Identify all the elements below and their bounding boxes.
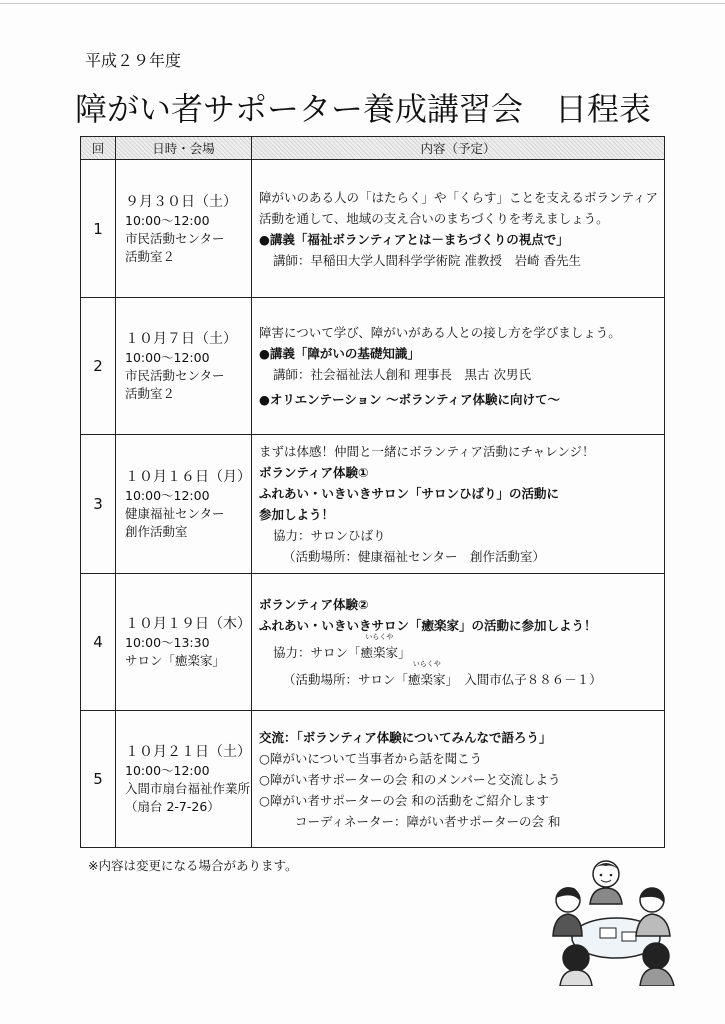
ruby-name: いらくや 癒楽家	[360, 633, 399, 660]
session-date: １０月１９日（木）	[125, 616, 251, 632]
table-row	[81, 574, 665, 711]
session-content	[252, 435, 665, 574]
session-room: 創作活動室	[125, 524, 188, 539]
exchange-item: ○障がいについて当事者から話を聞こう	[259, 750, 483, 766]
session-date-venue	[116, 298, 252, 435]
lecture-title: ●講義「福祉ボランティアとは－まちづくりの視点で」	[259, 231, 569, 247]
ruby-name: いらくや 癒楽家	[408, 660, 446, 687]
top-rule	[0, 3, 725, 4]
session-description: まずは体感！仲間と一緒にボランティア活動にチャレンジ！	[259, 444, 595, 459]
session-time: 10:00～12:00	[125, 763, 210, 778]
session-address: （扇台 2-7-26）	[125, 799, 220, 814]
session-description: 障がいのある人の「はたらく」や「くらす」ことを支えるボランティア活動を通して、地域の支え合いのまちづくりを考えましょう。	[259, 189, 659, 226]
coordinator: コーディネーター：障がい者サポーターの会 和	[295, 813, 561, 829]
session-time: 10:00～13:30	[125, 635, 210, 650]
session-room: 活動室２	[125, 386, 176, 401]
session-time: 10:00～12:00	[125, 212, 210, 228]
schedule-table	[80, 136, 665, 848]
cooperation: 協力：サロンひばり	[273, 528, 386, 543]
lecturer: 講師：社会福祉法人創和 理事長 黒古 次男氏	[273, 367, 531, 382]
session-date-venue	[116, 160, 252, 298]
people-illustration	[548, 856, 678, 986]
session-date: ９月３０日（土）	[125, 193, 237, 210]
change-notice: ※内容は変更になる場合があります。	[88, 858, 298, 873]
session-venue: 健康福祉センター	[125, 506, 225, 521]
activity-line: ふれあい・いきいきサロン「癒楽家」の活動に参加しよう！	[259, 618, 597, 633]
session-venue: 市民活動センター	[125, 230, 225, 246]
volunteer-experience-title: ボランティア体験②	[259, 597, 369, 612]
session-content	[252, 160, 665, 298]
lecturer: 講師：早稲田大学人間科学学術院 准教授 岩崎 香先生	[273, 252, 581, 268]
session-date-venue	[116, 435, 252, 574]
exchange-item: ○障がい者サポーターの会 和のメンバーと交流しよう	[259, 771, 561, 787]
table-row	[81, 298, 665, 435]
session-venue: 入間市扇台福祉作業所	[125, 781, 251, 796]
session-time: 10:00～12:00	[125, 350, 210, 365]
fiscal-year: 平成２９年度	[85, 51, 182, 70]
session-date: １０月２１日（土）	[125, 744, 251, 760]
session-date-venue	[116, 574, 252, 711]
session-content	[252, 298, 665, 435]
session-time: 10:00～12:00	[125, 488, 210, 503]
session-number: 1	[81, 160, 116, 298]
lecture-title: ●講義「障がいの基礎知識」	[259, 346, 420, 361]
activity-line-1: ふれあい・いきいきサロン「サロンひばり」の活動に	[259, 486, 560, 501]
activity-location: （活動場所：サロン「 いらくや 癒楽家」 入間市仏子８８６－１）	[259, 669, 658, 690]
session-number: 4	[81, 574, 116, 711]
table-row	[81, 435, 665, 574]
orientation: ●オリエンテーション ～ボランティア体験に向けて～	[259, 392, 561, 407]
cooperation: 協力：サロン「 いらくや 癒楽家」	[259, 642, 658, 663]
header-date-venue: 日時・会場	[116, 137, 252, 160]
session-number: 2	[81, 298, 116, 435]
header-content: 内容（予定）	[252, 137, 665, 160]
ruby-reading: いらくや	[412, 660, 441, 668]
session-room: 活動室２	[125, 248, 176, 264]
activity-location: （活動場所：健康福祉センター 創作活動室）	[283, 549, 546, 564]
session-description: 障害について学び、障がいがある人との接し方を学びましょう。	[259, 325, 621, 340]
header-session: 回	[81, 137, 116, 160]
session-venue: サロン「癒楽家」	[125, 653, 226, 668]
session-date: １０月１６日（月）	[125, 469, 251, 485]
session-date: １０月７日（土）	[125, 331, 237, 347]
activity-line-2: 参加しよう！	[259, 507, 335, 522]
ruby-reading: いらくや	[365, 633, 394, 641]
session-content	[252, 574, 665, 711]
table-row	[81, 711, 665, 848]
session-number: 3	[81, 435, 116, 574]
session-venue: 市民活動センター	[125, 368, 225, 383]
session-number: 5	[81, 711, 116, 848]
session-content	[252, 711, 665, 848]
table-row	[81, 160, 665, 298]
session-date-venue	[116, 711, 252, 848]
page-title: 障がい者サポーター養成講習会 日程表	[75, 90, 652, 128]
exchange-title: 交流：「ボランティア体験についてみんなで語ろう」	[259, 729, 552, 745]
volunteer-experience-title: ボランティア体験①	[259, 465, 369, 480]
table-header-row	[81, 137, 665, 160]
exchange-item: ○障がい者サポーターの会 和の活動をご紹介します	[259, 792, 549, 808]
